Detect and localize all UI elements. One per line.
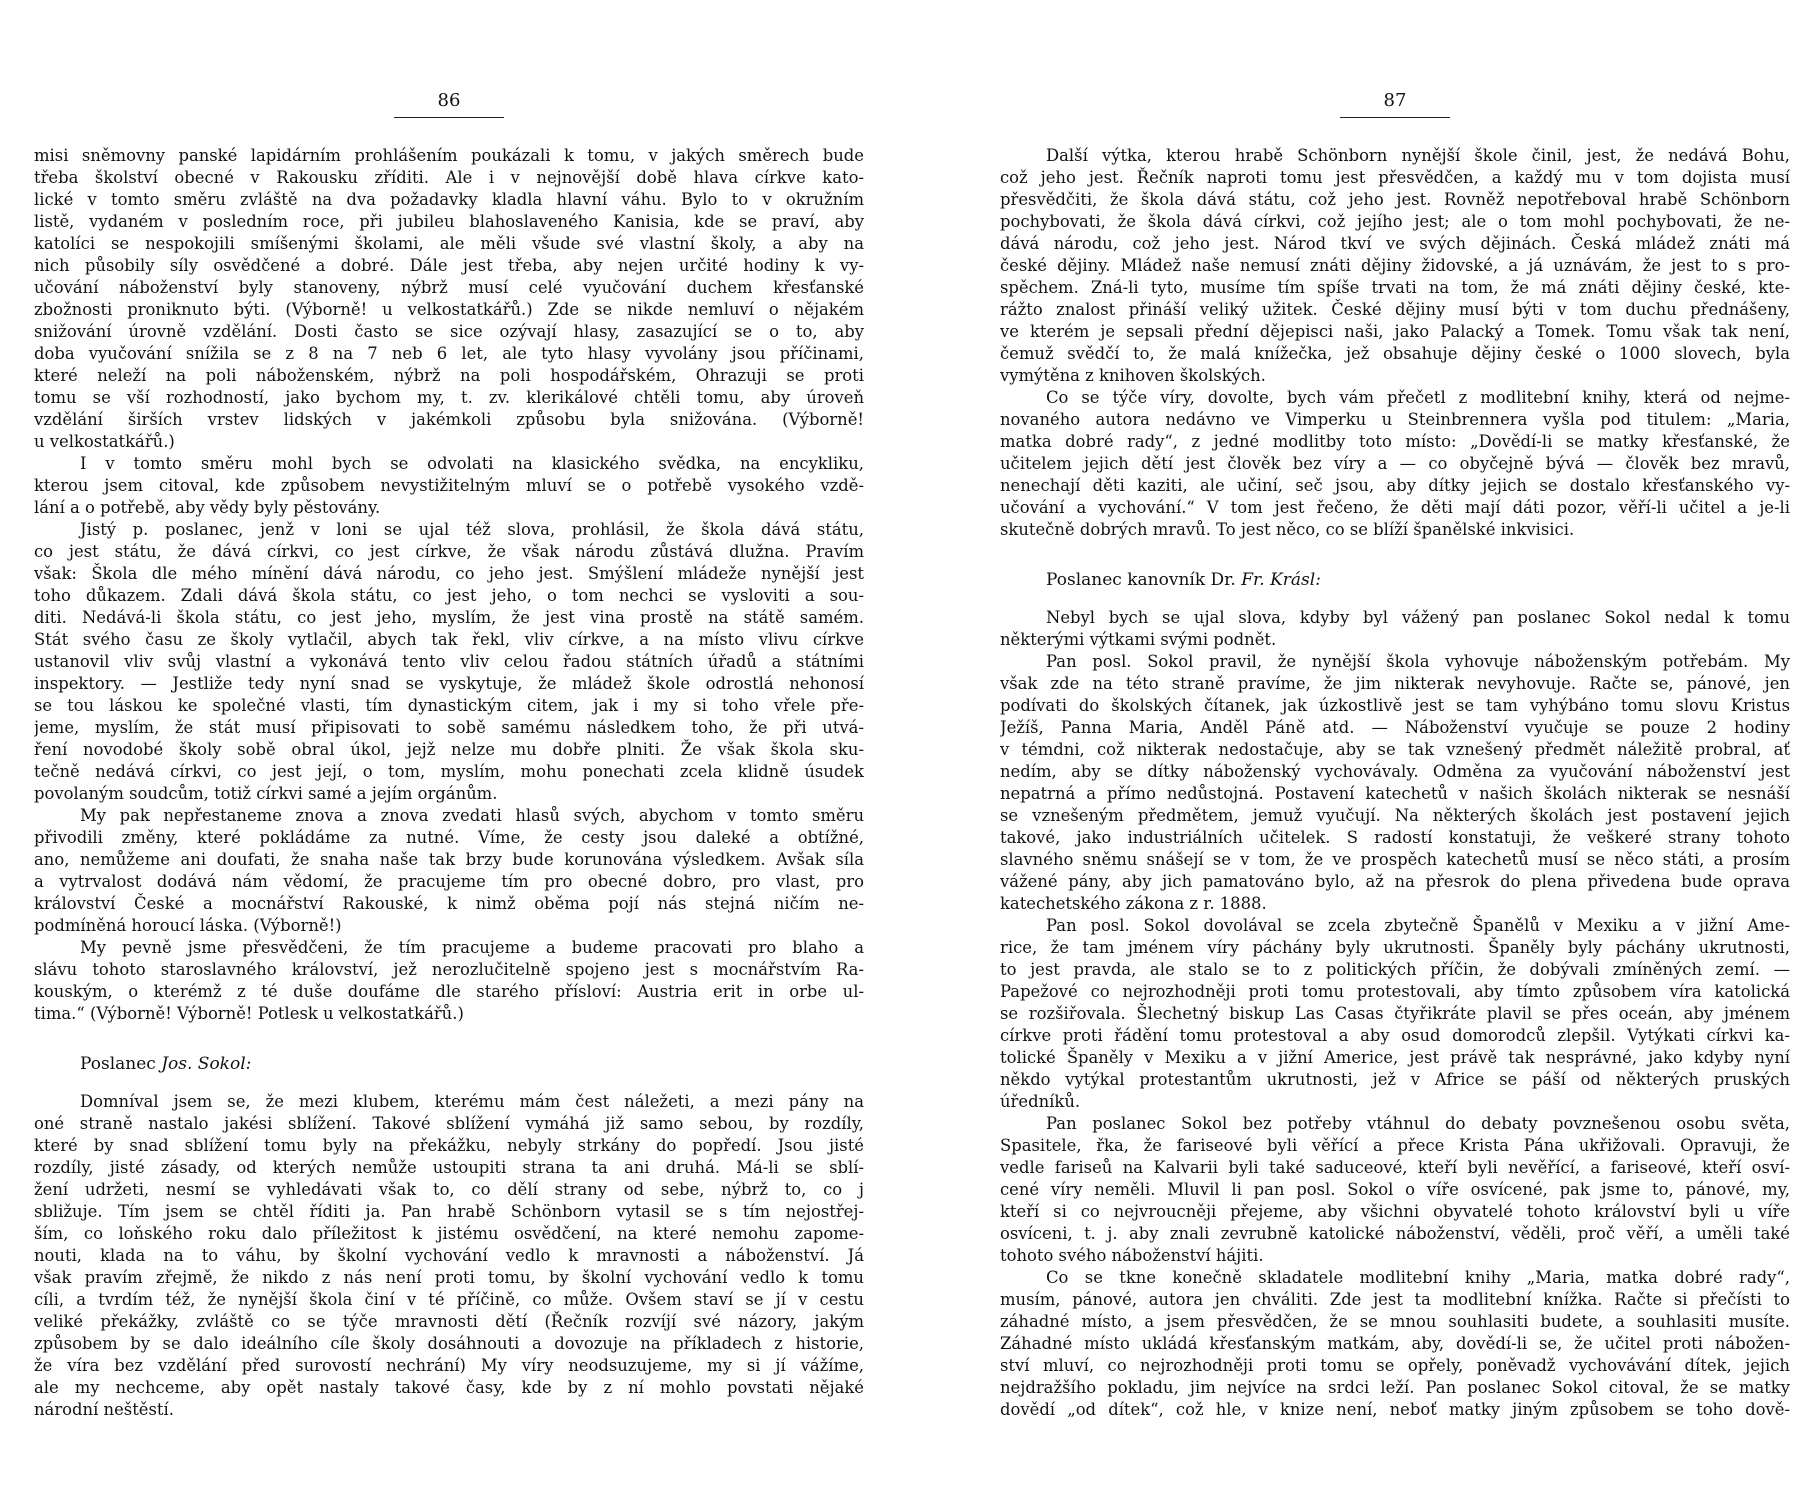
text-line: sbližuje. Tím jsem se chtěl říditi ja. Pan hrabě Schönborn vytasil se s tím nejostřej-	[34, 1202, 864, 1221]
text-line: v témdni, což nikterak nedostačuje, aby se tak vznešený předmět náležitě probral, ať	[1000, 740, 1790, 759]
text-line: třeba školství obecné v Rakousku zříditi. Ale i v nejnovější době hlava církve kato-	[34, 168, 864, 187]
text-line: kouským, o kterémž z té duše doufáme dle starého přísloví: Austria erit in orbe ul-	[34, 982, 864, 1001]
text-line: Papežové co nejrozhodněji proti tomu protestovali, aby tímto způsobem víra katolická	[1000, 982, 1790, 1001]
text-line: vedle fariseů na Kalvarii byli také saduceové, kteří byli nevěřící, a fariseové, kteří osví-	[1000, 1158, 1790, 1177]
text-line: inspektory. — Jestliže tedy nyní snad se vyskytuje, že mládež škole odrostlá nehonosí	[34, 674, 864, 693]
text-line: církve proti řádění tomu protestoval a aby osud domorodců zlepšil. Vytýkati církvi ka-	[1000, 1026, 1790, 1045]
text-line: tečně nedává církvi, co jest její, o tom, myslím, mohu ponechati zcela klidně úsudek	[34, 762, 864, 781]
text-line: nenechají děti kaziti, ale učiní, seč jsou, aby dítky jejich se dostalo křesťanského vy-	[1000, 476, 1790, 495]
text-line: doba vyučování snížila se z 8 na 7 neb 6 let, ale tyto hlasy vyvolány jsou příčinami,	[34, 344, 864, 363]
text-line: novaného autora nedávno ve Vimperku u Steinbrennera vyšla pod titulem: „Maria,	[1000, 410, 1790, 429]
text-line: tima.“ (Výborně! Výborně! Potlesk u velkostatkářů.)	[34, 1004, 464, 1023]
text-line: vzdělání širších vrstev lidských v jakémkoli způsobu byla snižována. (Výborně!	[34, 410, 864, 429]
speaker-title: Poslanec kanovník Dr.	[1046, 570, 1236, 590]
text-line: Záhadné místo ukládá křesťanským matkám, aby, dovědí-li se, že učitel proti nábožen-	[1000, 1334, 1790, 1353]
text-line: které by snad sblížení tomu byly na překážku, nebyly strkány do popředí. Jsou jisté	[34, 1136, 864, 1155]
text-line: tolické Španěly v Mexiku a v jižní Americe, jest právě tak nesprávné, jako kdyby nyní	[1000, 1048, 1790, 1067]
text-line: matka dobré rady“, z jedné modlitby toto místo: „Dovědí-li se matky křesťanské, že	[1000, 432, 1790, 451]
text-line: Stát svého času ze školy vytlačil, abych tak řekl, vliv církve, a na místo vlivu církve	[34, 630, 864, 649]
text-line: přivodili změny, které pokládáme za nutné. Víme, že cesty jsou daleké a obtížné,	[34, 828, 864, 847]
text-line: a vytrvalost dodává nám vědomí, že pracujeme tím pro obecné dobro, pro vlast, pro	[34, 872, 864, 891]
text-line: způsobem by se dalo ideálního cíle školy dosáhnouti a dovozuje na příkladech z historie,	[34, 1334, 864, 1353]
text-line: Další výtka, kterou hrabě Schönborn nynější škole činil, jest, že nedává Bohu,	[1046, 146, 1790, 165]
text-line: podívati do školských čítanek, jak úzkostlivě jest se tam vyhýbáno tomu slovu Kristus	[1000, 696, 1790, 715]
text-line: ším, co loňského roku dalo příležitost k jistému osvědčení, na které nemohu zapome-	[34, 1224, 864, 1243]
text-line: co jest státu, že dává církvi, co jest církve, že však národu zůstává dlužna. Pravím	[34, 542, 864, 561]
text-line: ření novodobé školy sobě obral úkol, jejž nelze mu dobře plniti. Že však škola sku-	[34, 740, 864, 759]
text-line: listě, vydaném v posledním roce, při jubileu blahoslaveného Kanisia, kde se praví, aby	[34, 212, 864, 231]
text-line: misi sněmovny panské lapidárním prohlášením poukázali k tomu, v jakých směrech bude	[34, 146, 864, 165]
text-line: oné straně nastalo jakési sblížení. Takové sblížení vymáhá již samo sebou, by rozdíly,	[34, 1114, 864, 1133]
page-number-rule	[1340, 117, 1450, 118]
speaker-name: Jos. Sokol:	[161, 1054, 252, 1074]
speaker-name: Fr. Krásl:	[1241, 570, 1321, 590]
text-line: Domníval jsem se, že mezi klubem, kterému mám čest náležeti, a mezi pány na	[80, 1092, 864, 1111]
text-line: žení udržeti, nesmí se vyhledávati však to, co dělí strany od sebe, nýbrž to, co j	[34, 1180, 864, 1199]
text-line: nich působily síly osvědčené a dobré. Dále jest třeba, aby nejen určité hodiny k vy-	[34, 256, 864, 275]
page-number-rule	[394, 117, 504, 118]
text-line: veliké překážky, zvláště co se týče mravnosti dětí (Řečník rozvíjí své názory, jakým	[34, 1312, 864, 1331]
text-line: české dějiny. Mládež naše nemusí znáti dějiny židovské, a já uznávám, že jest to s pro-	[1000, 256, 1790, 275]
text-line: nepatrná a přímo nedůstojná. Postavení katechetů v našich školách nikterak se nesnáší	[1000, 784, 1790, 803]
page-text	[1000, 145, 1790, 1421]
text-line: Co se tkne konečně skladatele modlitební knihy „Maria, matka dobré rady“,	[1046, 1268, 1790, 1287]
text-line: nouti, klada na to váhu, by školní vychování vedlo k mravnosti a náboženství. Já	[34, 1246, 864, 1265]
text-line: Nebyl bych se ujal slova, kdyby byl vážený pan poslanec Sokol nedal k tomu	[1046, 608, 1790, 627]
text-line: Pan posl. Sokol pravil, že nynější škola vyhovuje náboženským potřebám. My	[1046, 652, 1790, 671]
text-line: úředníků.	[1000, 1092, 1081, 1111]
text-line: kterou jsem citoval, kde způsobem nevystižitelným mluví se o potřebě vysokého vzdě-	[34, 476, 864, 495]
text-line: cíli, a tvrdím též, že nynější škola činí v té příčině, co může. Ovšem staví se jí v cestu	[34, 1290, 864, 1309]
text-line: musím, pánové, autora jen chváliti. Zde jest ta modlitební knížka. Račte si přečísti to	[1000, 1290, 1790, 1309]
text-line: vymýtěna z knihoven školských.	[1000, 366, 1266, 385]
text-line: dává národu, což jeho jest. Národ tkví ve svých dějinách. Česká mládež znáti má	[1000, 234, 1790, 253]
text-line: kteří si co nejvroucněji přejeme, aby všichni obyvatelé tohoto království byli u víře	[1000, 1202, 1790, 1221]
text-line: Jistý p. poslanec, jenž v loni se ujal též slova, prohlásil, že škola dává státu,	[80, 520, 864, 539]
text-line: katechetského zákona z r. 1888.	[1000, 894, 1267, 913]
text-line: však pravím zřejmě, že nikdo z nás není proti tomu, by školní vychování vedlo k tomu	[34, 1268, 864, 1287]
text-line: Spasitele, řka, že fariseové byli věřící a přece Krista Pána ukřižovali. Opravuji, že	[1000, 1136, 1790, 1155]
text-line: ano, nemůžeme ani doufati, že snaha naše tak brzy bude korunována výsledkem. Avšak síla	[34, 850, 864, 869]
text-line: však: Škola dle mého mínění dává národu, co jeho jest. Smýšlení mládeže nynější jest	[34, 564, 864, 583]
text-line: národní neštěstí.	[34, 1400, 174, 1419]
page-number: 87	[1383, 90, 1407, 111]
text-line: toho důkazem. Zdali dává škola státu, co jest jeho, o tom nechci se vysloviti a sou-	[34, 586, 864, 605]
text-line: království České a mocnářství Rakouské, k nimž oběma pojí nás stejná ničím ne-	[34, 894, 864, 913]
text-line: ství mluví, co nejrozhodněji proti tomu se opřely, poněvadž vychovávání dítek, jejich	[1000, 1356, 1790, 1375]
text-line: katolíci se nespokojili smíšenými školami, ale měli všude své vlastní školy, a aby na	[34, 234, 864, 253]
text-line: slávu tohoto staroslavného království, jež nerozlučitelně spojeno jest s mocnářstvím Ra-	[34, 960, 864, 979]
text-line: lání a o potřebě, aby vědy byly pěstovány.	[34, 498, 381, 517]
text-line: některými výtkami svými podnět.	[1000, 630, 1277, 649]
text-line: někdo vytýkal protestantům ukrutnosti, jež v Africe se páší od některých pruských	[1000, 1070, 1790, 1089]
text-line: ve kterém je sepsali přední dějepisci naši, jako Palacký a Tomek. Tomu však tak není,	[1000, 322, 1790, 341]
text-line: snižování úrovně vzdělání. Dosti často se sice ozývají hlasy, zasazující se o to, aby	[34, 322, 864, 341]
text-line: podmíněná horoucí láska. (Výborně!)	[34, 916, 342, 935]
text-line: lické v tomto směru zvláště na dva požadavky kladla hlavní váhu. Bylo to v okružním	[34, 190, 864, 209]
text-line: nedím, aby se dítky náboženský vychovávaly. Odměna za vyučování náboženství jest	[1000, 762, 1790, 781]
text-line: My pevně jsme přesvědčeni, že tím pracujeme a budeme pracovati pro blaho a	[80, 938, 864, 957]
text-line: takové, jako industriálních učitelek. S radostí konstatuji, že veškeré strany tohoto	[1000, 828, 1790, 847]
text-line: u velkostatkářů.)	[34, 432, 175, 451]
text-line: však zde na této straně pravíme, že jim nikterak nevyhovuje. Račte se, pánové, jen	[1000, 674, 1790, 693]
text-line: se vznešeným předmětem, jemuž vyučují. Na některých školách jest postavení jejich	[1000, 806, 1790, 825]
text-line: povolaným soudcům, totiž církvi samé a jejím orgánům.	[34, 784, 498, 803]
text-line: čemuž svědčí to, že malá knížečka, jež obsahuje dějiny české o 1000 slovech, byla	[1000, 344, 1790, 363]
text-line: slavného sněmu snášejí se v tom, že ve prospěch katechetů musí se něco státi, a prosím	[1000, 850, 1790, 869]
page-text	[34, 145, 864, 1421]
speaker-heading	[34, 1053, 864, 1075]
text-line: Co se týče víry, dovolte, bych vám přečetl z modlitební knihy, která od nejme-	[1046, 388, 1790, 407]
text-line: dovědí „od dítek“, což hle, v knize není, neboť matky jiným způsobem se toho dově-	[1000, 1400, 1790, 1419]
text-line: rážto znalost přináší veliký užitek. České dějiny musí býti v tom duchu přednášeny,	[1000, 300, 1790, 319]
text-line: vážené pány, aby jich pamatováno bylo, až na přesrok do plena přivedena bude oprava	[1000, 872, 1790, 891]
text-line: se tou láskou ke společné vlasti, tím dynastickým citem, jak i my si toho vřele pře-	[34, 696, 864, 715]
text-line: záhadné místo, a jsem přesvědčen, že se mnou souhlasiti budete, a souhlasiti musíte.	[1000, 1312, 1790, 1331]
text-line: I v tomto směru mohl bych se odvolati na klasického svědka, na encykliku,	[80, 454, 864, 473]
text-line: učování náboženství byly stanoveny, nýbrž musí celé vyučování duchem křesťanské	[34, 278, 864, 297]
text-line: že víra bez vzdělání před surovostí nechrání) My víry neodsuzujeme, my si jí vážíme,	[34, 1356, 864, 1375]
text-line: Pan posl. Sokol dovolával se zcela zbytečně Španělů v Mexiku a v jižní Ame-	[1046, 916, 1790, 935]
text-line: ustanovil vliv svůj vlastní a vykonává tento vliv celou řadou státních úřadů a státními	[34, 652, 864, 671]
text-line: Pan poslanec Sokol bez potřeby vtáhnul do debaty povznešenou osobu světa,	[1046, 1114, 1790, 1133]
text-line: skutečně dobrých mravů. To jest něco, co se blíží španělské inkvisici.	[1000, 520, 1575, 539]
text-line: což jeho jest. Řečník naproti tomu jest přesvědčen, a každý mu v tom dojista musí	[1000, 168, 1790, 187]
text-line: ale my nechceme, aby opět nastaly takové časy, kde by z ní mohlo povstati nějaké	[34, 1378, 864, 1397]
text-line: zbožnosti proniknuto býti. (Výborně! u velkostatkářů.) Zde se nikde nemluví o nějakém	[34, 300, 864, 319]
text-line: diti. Nedává-li škola státu, co jest jeho, myslím, že jest vina prostě na státě samém.	[34, 608, 864, 627]
text-line: učování a vychování.“ V tom jest řečeno, že děti mají dáti pozor, věří-li učitel a je-li	[1000, 498, 1790, 517]
text-line: se rozšiřovala. Šlechetný biskup Las Casas čtyřikráte plavil se přes oceán, aby jménem	[1000, 1004, 1790, 1023]
text-line: to jest pravda, ale stalo se to z politických příčin, že dobývali zmíněných zemí. —	[1000, 960, 1790, 979]
text-line: tomu se vší rozhodností, jako bychom my, t. zv. klerikálové chtěli tomu, aby úroveň	[34, 388, 864, 407]
text-line: cené víry neměli. Mluvil li pan posl. Sokol o víře osvícené, pak jsme to, pánové, my,	[1000, 1180, 1790, 1199]
text-line: Ježíš, Panna Maria, Anděl Páně atd. — Náboženství vyučuje se pouze 2 hodiny	[1000, 718, 1790, 737]
page-right	[1000, 0, 1790, 1500]
text-line: které neleží na poli náboženském, nýbrž na poli hospodářském, Ohrazuji se proti	[34, 366, 864, 385]
page-left	[34, 0, 864, 1500]
text-line: pochybovati, že škola dává církvi, což jejího jest; ale o tom mohl pochybovati, že ne-	[1000, 212, 1790, 231]
text-line: My pak nepřestaneme znova a znova zvedati hlasů svých, abychom v tomto směru	[80, 806, 864, 825]
text-line: nejdražšího pokladu, jim nejvíce na srdci leží. Pan poslanec Sokol citoval, že se matky	[1000, 1378, 1790, 1397]
text-line: rice, že tam jménem víry páchány byly ukrutnosti. Španěly byly páchány ukrutnosti,	[1000, 938, 1790, 957]
text-line: osvíceni, t. j. aby znali zevrubně katolické náboženství, věděli, proč věří, a uměli také	[1000, 1224, 1790, 1243]
text-line: učitelem jejich dětí jest člověk bez víry a — co obyčejně bývá — člověk bez mravů,	[1000, 454, 1790, 473]
speaker-heading	[1000, 569, 1790, 591]
page-number: 86	[437, 90, 461, 111]
text-line: rozdíly, jisté zásady, od kterých nemůže ustoupiti strana ta ani druhá. Má-li se sblí-	[34, 1158, 864, 1177]
text-line: tohoto svého náboženství hájiti.	[1000, 1246, 1264, 1265]
text-line: přesvědčiti, že škola dává státu, což jeho jest. Rovněž nepotřeboval hrabě Schönborn	[1000, 190, 1790, 209]
text-line: jeme, myslím, že stát musí připisovati to sobě samému následkem toho, že při utvá-	[34, 718, 864, 737]
text-line: spěchem. Zná-li tyto, musíme tím spíše trvati na tom, že má znáti dějiny české, kte-	[1000, 278, 1790, 297]
speaker-title: Poslanec	[80, 1054, 156, 1074]
